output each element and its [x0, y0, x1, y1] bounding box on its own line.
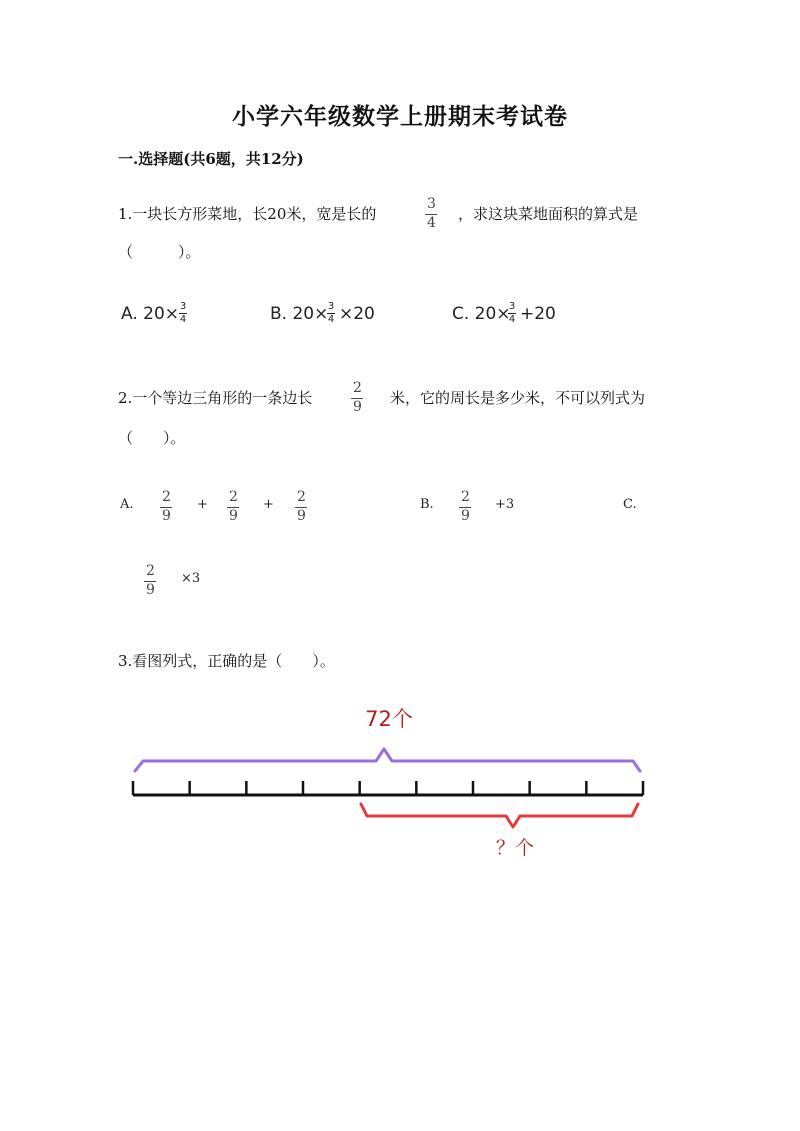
q1-option-b-den: 4 — [327, 314, 335, 325]
section-heading: 一.选择题(共6题，共12分) — [118, 150, 304, 168]
q1-option-c-den: 4 — [508, 314, 516, 325]
q2-option-b-frac-den: 9 — [461, 508, 470, 524]
q1-blank: （ ）。 — [118, 243, 201, 261]
q1-text-b: ，求这块菜地面积的算式是 — [458, 205, 639, 223]
q2-option-a-plus-2: + — [263, 497, 274, 512]
q2-option-c-frac-num: 2 — [146, 563, 155, 579]
q1-option-b-num: 3 — [327, 301, 335, 312]
page-title: 小学六年级数学上册期末考试卷 — [232, 103, 568, 130]
q2-frac-num: 2 — [353, 380, 362, 396]
q2-option-b-label[interactable]: B. — [420, 497, 434, 512]
total-brace — [135, 749, 640, 771]
q3-text: 3.看图列式，正确的是（ ）。 — [118, 652, 335, 670]
q2-option-c-frac-den: 9 — [146, 582, 155, 598]
q1-option-a-num: 3 — [179, 301, 187, 312]
q1-text-a: 1.一块长方形菜地，长20米，宽是长的 — [118, 205, 377, 223]
q2-option-c-times3: ×3 — [181, 571, 201, 586]
q1-option-b-label: B. 20× — [270, 304, 329, 324]
q1-option-c-tail: +20 — [520, 304, 556, 324]
q2-option-a-label[interactable]: A. — [120, 497, 134, 512]
q2-option-a-frac-1-num: 2 — [162, 489, 171, 505]
q1-option-c-label: C. 20× — [452, 304, 511, 324]
q2-option-a-frac-3-den: 9 — [297, 508, 306, 524]
q1-option-c-num: 3 — [508, 301, 516, 312]
part-label: ？个 — [495, 837, 535, 859]
q1-option-b-tail: ×20 — [339, 304, 375, 324]
q1-option-a-den: 4 — [179, 314, 187, 325]
q2-text-a: 2.一个等边三角形的一条边长 — [118, 389, 313, 407]
q2-blank: （ ）。 — [118, 429, 186, 447]
q2-option-a-plus-1: + — [197, 497, 208, 512]
q1-frac-den: 4 — [427, 215, 436, 231]
total-label: 72个 — [365, 707, 413, 731]
q1-frac-num: 3 — [427, 196, 436, 212]
q2-frac-den: 9 — [353, 399, 362, 415]
q2-text-b: 米，它的周长是多少米，不可以列式为 — [390, 389, 646, 407]
q2-option-a-frac-3-num: 2 — [297, 489, 306, 505]
part-brace — [361, 804, 638, 827]
q2-option-a-frac-2-den: 9 — [229, 508, 238, 524]
q2-option-c-label[interactable]: C. — [623, 497, 637, 512]
q1-option-a-label: A. 20× — [121, 304, 180, 324]
q2-option-b-plus3: +3 — [495, 497, 515, 512]
q2-option-a-frac-1-den: 9 — [162, 508, 171, 524]
q2-option-b-frac-num: 2 — [461, 489, 470, 505]
q2-option-a-frac-2-num: 2 — [229, 489, 238, 505]
number-line — [133, 781, 643, 795]
